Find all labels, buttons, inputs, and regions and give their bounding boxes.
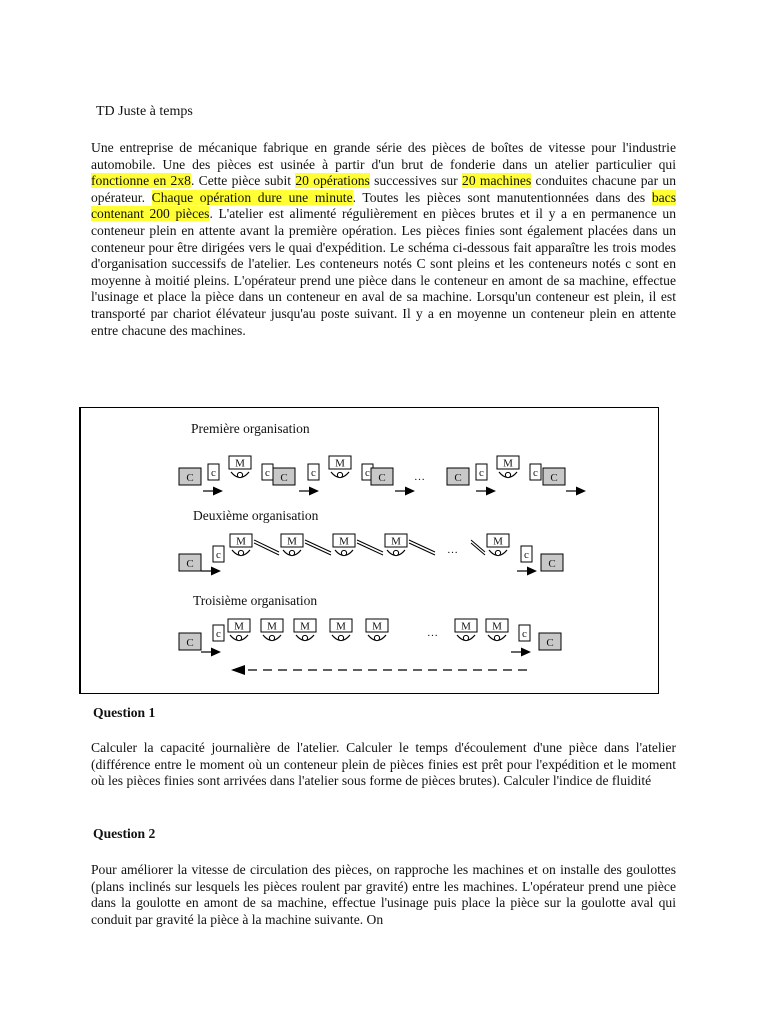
chute-line <box>409 543 435 555</box>
operator-icon <box>337 472 342 477</box>
machine-label: M <box>234 620 244 633</box>
flow-arrow-head <box>521 648 531 657</box>
full-container-label: C <box>454 472 462 484</box>
operator-icon <box>302 635 307 640</box>
half-container-label: c <box>311 467 316 479</box>
machine-label: M <box>461 620 471 633</box>
flow-arrow-head <box>211 567 221 576</box>
full-container-label: C <box>546 637 554 649</box>
full-container-label: C <box>186 472 194 484</box>
return-arrow-head <box>231 665 245 675</box>
highlight-machines: 20 machines <box>462 173 532 189</box>
chute-line <box>254 540 279 552</box>
flow-arrow-head <box>309 487 319 496</box>
flow-arrow-head <box>211 648 221 657</box>
half-container-label: c <box>479 467 484 479</box>
operator-icon <box>505 472 510 477</box>
operator-icon <box>393 550 398 555</box>
full-container-label: C <box>186 558 194 570</box>
machine-label: M <box>391 535 401 548</box>
half-container-label: c <box>265 467 270 479</box>
chute-line <box>471 543 485 555</box>
org1-label: Première organisation <box>191 421 310 436</box>
flow-arrow-head <box>576 487 586 496</box>
half-container-label: c <box>533 467 538 479</box>
half-container-label: c <box>365 467 370 479</box>
machine-label: M <box>287 535 297 548</box>
document-title: TD Juste à temps <box>96 104 193 119</box>
highlight-bins: bacs contenant 200 pièces <box>91 189 676 222</box>
org2-label: Deuxième organisation <box>193 508 319 523</box>
flow-arrow-head <box>527 567 537 576</box>
half-container-label: c <box>522 628 527 640</box>
org3-label: Troisième organisation <box>193 593 318 608</box>
full-container-label: C <box>550 472 558 484</box>
machine-label: M <box>339 535 349 548</box>
intro-text-5: . Toutes les pièces sont manutentionnées dans des <box>352 189 652 205</box>
chute-line <box>305 540 331 552</box>
highlight-shift: fonctionne en 2x8 <box>91 173 191 189</box>
operator-icon <box>341 550 346 555</box>
full-container-label: C <box>186 637 194 649</box>
machine-label: M <box>372 620 382 633</box>
machine-label: M <box>236 535 246 548</box>
question1-label: Question 1 <box>93 705 156 720</box>
chute-line <box>305 543 331 555</box>
intro-text-4: conduites chacune par un opérateur. <box>91 173 677 205</box>
machine-label: M <box>300 620 310 633</box>
flow-arrow-head <box>213 487 223 496</box>
operator-icon <box>495 550 500 555</box>
flow-arrow-head <box>486 487 496 496</box>
chute-line <box>409 540 435 552</box>
half-container-label: c <box>216 549 221 561</box>
machine-label: M <box>336 620 346 633</box>
ellipsis: … <box>427 627 438 639</box>
machine-label: M <box>235 457 245 470</box>
highlight-duration: Chaque opération dure une minute <box>151 189 353 205</box>
half-container-label: c <box>211 467 216 479</box>
intro-text-6: . L'atelier est alimenté régulièrement en pièces brutes et il y a en permanence un conteneur plein en attente avant la première opération. Les pièces finies sont également placées dans un conteneur pour être dirigées vers le quai d'expédition. Le schéma ci-dessous fait apparaître les trois modes d'organisation successifs de l'atelier. Les conteneurs notés C sont pleins et les conteneurs notés c sont en moyenne à moitié pleins. L'opérateur prend une pièce dans le conteneur en amont de sa machine, effectue l'usinage et place la pièce dans un conteneur en aval de sa machine. Lorsqu'un conteneur est plein, il est transporté par chariot élévateur jusqu'au poste suivant. Il y a en moyenne un conteneur plein en attente entre chacune des machines. <box>91 206 676 338</box>
chute-line <box>357 540 383 552</box>
flow-arrow-head <box>405 487 415 496</box>
machine-label: M <box>503 457 513 470</box>
organisation-diagram-svg <box>81 408 659 693</box>
question1-text: Calculer la capacité journalière de l'atelier. Calculer le temps d'écoulement d'une pièce dans l'atelier (différence entre le moment où un conteneur plein de pièces finies est prêt pour l'expédition et le moment où les pièces finies sont arrivées dans l'atelier sous forme de pièces brutes). Calculer l'indice de fluidité <box>91 740 676 789</box>
chute-line <box>254 543 279 555</box>
machine-label: M <box>267 620 277 633</box>
machine-label: M <box>335 457 345 470</box>
ellipsis: … <box>414 471 425 483</box>
intro-paragraph <box>91 140 676 339</box>
organisation-diagram <box>79 407 659 694</box>
full-container-label: C <box>378 472 386 484</box>
intro-text-2: . Cette pièce subit <box>190 173 296 189</box>
chute-line <box>471 540 485 552</box>
operator-icon <box>237 472 242 477</box>
operator-icon <box>289 550 294 555</box>
question2-text: Pour améliorer la vitesse de circulation des pièces, on rapproche les machines et on installe des goulottes (plans inclinés sur lesquels les pièces roulent par gravité) entre les machines. L'opérateur prend une pièce dans la goulotte en amont de sa machine, effectue l'usinage puis place la pièce sur la goulotte aval qui conduit par gravité la pièce à la machine suivante. On <box>91 862 676 927</box>
machine-label: M <box>493 535 503 548</box>
operator-icon <box>238 550 243 555</box>
operator-icon <box>374 635 379 640</box>
half-container-label: c <box>216 628 221 640</box>
intro-text-1: Une entreprise de mécanique fabrique en grande série des pièces de boîtes de vitesse pour l'industrie automobile. Une des pièces est usinée à partir d'un brut de fonderie dans un atelier particulier qui <box>91 140 676 172</box>
full-container-label: C <box>280 472 288 484</box>
ellipsis: … <box>447 544 458 556</box>
operator-icon <box>463 635 468 640</box>
half-container-label: c <box>524 549 529 561</box>
question2-label: Question 2 <box>93 826 156 841</box>
full-container-label: C <box>548 558 556 570</box>
machine-label: M <box>492 620 502 633</box>
chute-line <box>357 543 383 555</box>
highlight-operations: 20 opérations <box>295 173 370 189</box>
operator-icon <box>494 635 499 640</box>
intro-text-3: successives sur <box>369 173 463 189</box>
operator-icon <box>236 635 241 640</box>
operator-icon <box>338 635 343 640</box>
operator-icon <box>269 635 274 640</box>
